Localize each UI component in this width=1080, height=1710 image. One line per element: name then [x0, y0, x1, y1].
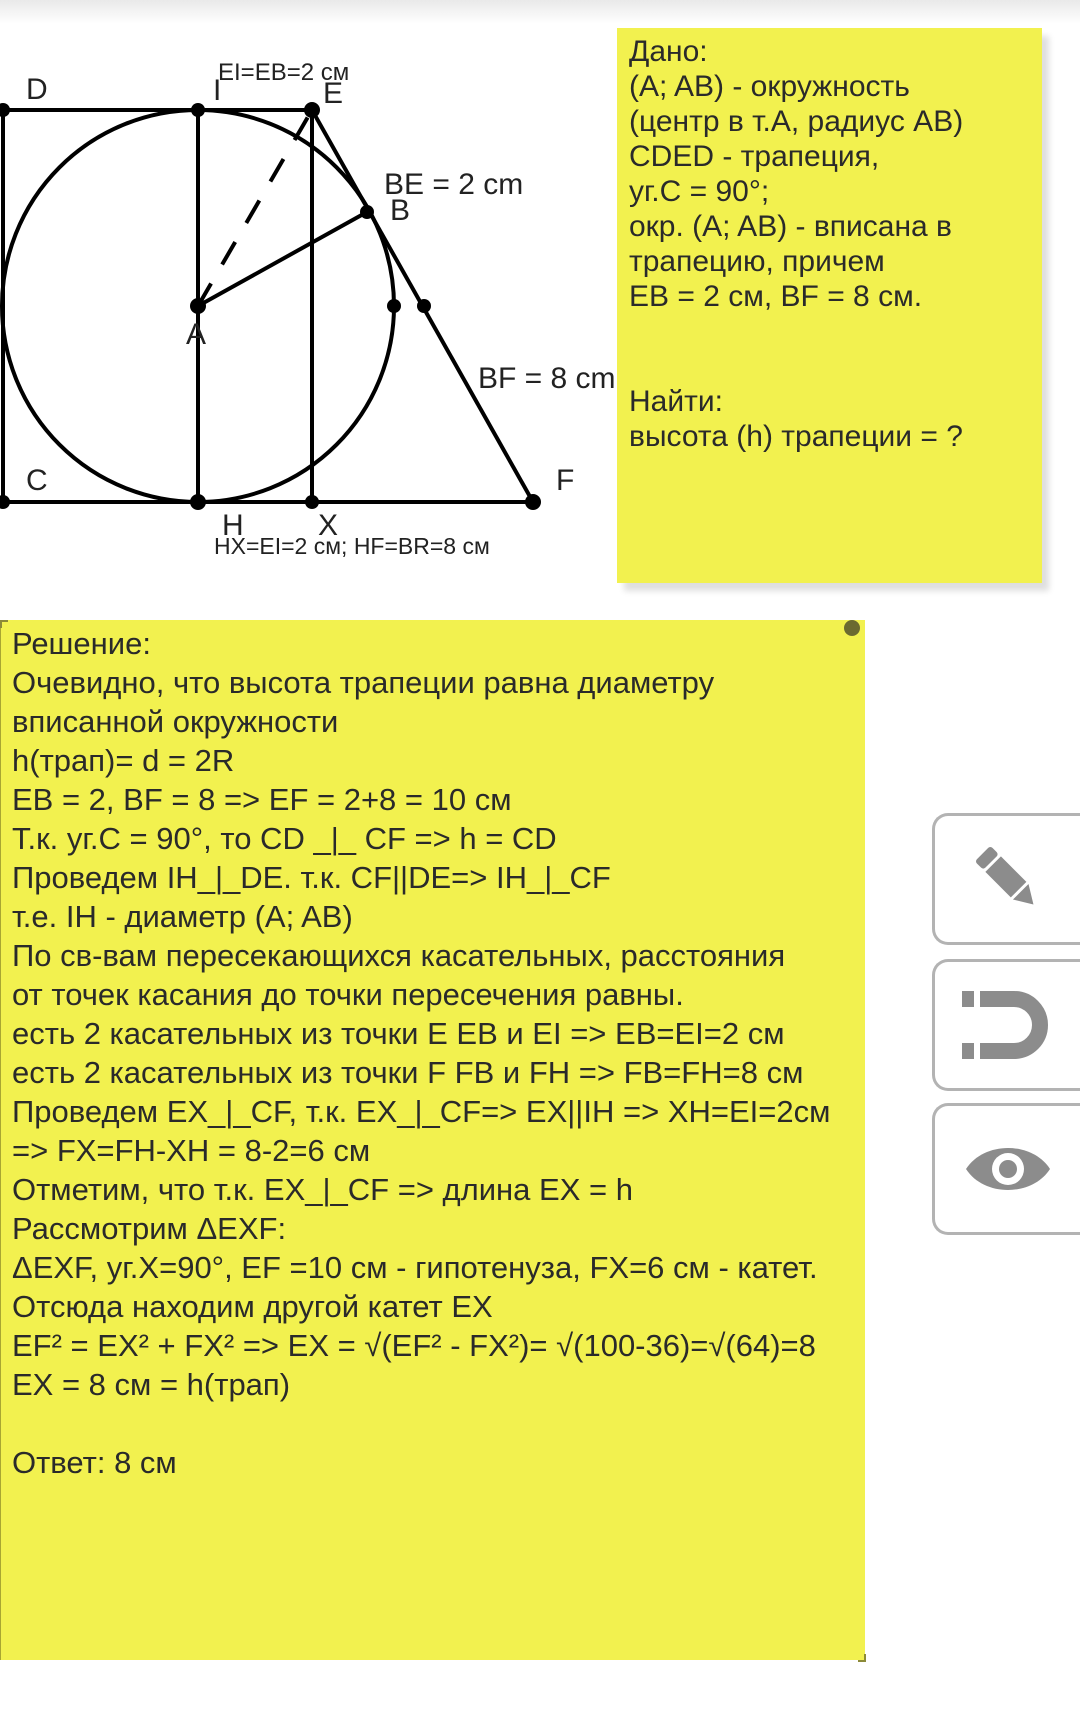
given-note-text [629, 34, 1039, 454]
answer-line: Ответ: 8 см [12, 1445, 177, 1480]
pencil-icon [970, 841, 1046, 917]
circle-right-dot [387, 299, 401, 313]
solution-line: от точек касания до точки пересечения равны. [12, 977, 684, 1012]
solution-line: => FX=FH-XH = 8-2=6 см [12, 1133, 371, 1168]
given-line: (A; AB) - окружность [629, 70, 910, 103]
solution-line: Решение: [12, 626, 151, 661]
given-line: EB = 2 см, BF = 8 см. [629, 280, 923, 313]
note-bf: BF = 8 cm [478, 362, 616, 395]
given-line: трапецию, причем [629, 245, 885, 278]
solution-line: EB = 2, BF = 8 => EF = 2+8 = 10 см [12, 782, 512, 817]
label-i: I [213, 74, 222, 107]
solution-line: h(трап)= d = 2R [12, 743, 235, 778]
solution-line: Отметим, что т.к. EX_|_CF => длина EX = h [12, 1172, 633, 1207]
solution-line: есть 2 касательных из точки F FB и FH => FB=FH=8 см [12, 1055, 804, 1090]
given-line: Дано: [629, 35, 708, 68]
given-line: окр. (A; AB) - вписана в [629, 210, 952, 243]
radius-ae-dashed [198, 110, 312, 306]
solution-line: Проведем EX_|_CF, т.к. EX_|_CF=> EX||IH => XH=EI=2см [12, 1094, 831, 1129]
solution-line: т.е. IH - диаметр (A; AB) [12, 899, 353, 934]
solution-line: Отсюда находим другой катет EX [12, 1289, 493, 1324]
eye-icon [964, 1139, 1052, 1199]
solution-line: ΔEXF, уг.X=90°, EF =10 см - гипотенуза, FX=6 см - катет. [12, 1250, 818, 1285]
note-ei-eb: EI=EB=2 см [218, 59, 350, 86]
geometry-diagram [0, 0, 620, 600]
point-e-dot [304, 102, 320, 118]
magnet-icon [960, 983, 1056, 1067]
solution-line: EF² = EX² + FX² => EX = √(EF² - FX²)= √(100-36)=√(64)=8 [12, 1328, 816, 1363]
find-text: высота (h) трапеции = ? [629, 420, 963, 453]
point-f-dot [525, 494, 541, 510]
label-x: X [318, 509, 339, 542]
given-line: уг.C = 90°; [629, 175, 770, 208]
note-corner-mark [0, 620, 8, 628]
label-b: B [390, 194, 411, 227]
label-e: E [323, 77, 344, 110]
solution-line: По св-вам пересекающихся касательных, расстояния [12, 938, 786, 973]
solution-line: Т.к. уг.C = 90°, то CD _|_ CF => h = CD [12, 821, 557, 856]
note-hx-hf: HX=EI=2 см; HF=BR=8 см [214, 533, 490, 559]
solution-line: вписанной окружности [12, 704, 339, 739]
eye-tool-button[interactable] [932, 1103, 1080, 1235]
solution-line: EX = 8 см = h(трап) [12, 1367, 291, 1402]
magnet-tool-button[interactable] [932, 959, 1080, 1091]
label-a: A [186, 318, 207, 351]
solution-line: Проведем IH_|_DE. т.к. CF||DE=> IH_|_CF [12, 860, 611, 895]
given-line: CDED - трапеция, [629, 140, 880, 173]
solution-line: есть 2 касательных из точки E EB и EI => EB=EI=2 см [12, 1016, 785, 1051]
pen-tool-button[interactable] [932, 813, 1080, 945]
label-h: H [222, 509, 244, 542]
solution-text [12, 624, 860, 1482]
solution-line: Очевидно, что высота трапеции равна диаметру [12, 665, 715, 700]
point-a-dot [190, 298, 206, 314]
line-ef-dot [417, 299, 431, 313]
label-f: F [556, 464, 575, 497]
note-be: BE = 2 cm [384, 168, 524, 201]
point-h-dot [190, 494, 206, 510]
point-i-dot [191, 103, 205, 117]
point-x-dot [305, 495, 319, 509]
label-c: C [26, 464, 48, 497]
find-title: Найти: [629, 385, 723, 418]
solution-line: Рассмотрим ΔEXF: [12, 1211, 287, 1246]
point-d-dot [0, 103, 10, 117]
given-line: (центр в т.A, радиус AB) [629, 105, 964, 138]
point-b-dot [360, 205, 374, 219]
point-c-dot [0, 495, 10, 509]
label-d: D [26, 73, 48, 106]
note-corner-mark [858, 1654, 866, 1662]
